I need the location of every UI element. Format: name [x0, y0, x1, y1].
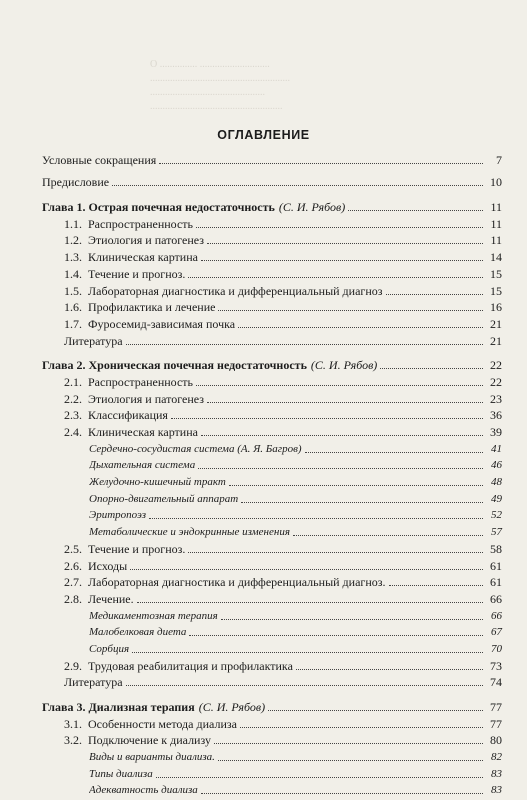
toc-entry[interactable]: [42, 714, 502, 731]
dot-leader: [207, 402, 483, 403]
toc-entry-title: [64, 425, 198, 439]
dot-leader: [201, 260, 483, 261]
toc-entry-title: [64, 559, 127, 573]
section-title: Течение и прогноз.: [88, 266, 186, 281]
dot-leader: [221, 619, 483, 620]
toc-entry[interactable]: [42, 214, 502, 231]
toc-entry-title: [89, 783, 198, 797]
toc-entry-title: [64, 592, 134, 606]
entry-text: Виды и варианты диализа.: [89, 751, 215, 764]
toc-entry[interactable]: [42, 422, 502, 439]
section-number: 1.6.: [64, 300, 82, 315]
dot-leader: [198, 468, 483, 469]
chapter-label: Глава 2.: [42, 358, 89, 373]
toc-entry[interactable]: [42, 489, 502, 506]
chapter-author: (С. И. Рябов): [310, 358, 378, 373]
section-title: Клиническая картина: [88, 250, 198, 265]
section-number: 3.2.: [64, 733, 82, 748]
section-title: Этиология и патогенез: [88, 391, 204, 406]
toc-entry-title: [64, 284, 383, 298]
toc-entry[interactable]: [42, 472, 502, 489]
dot-leader: [386, 294, 484, 295]
toc-entry-title: [89, 442, 302, 456]
section-title: Этиология и патогенез: [88, 233, 204, 248]
dot-leader: [305, 452, 483, 453]
section-number: 2.5.: [64, 541, 82, 556]
page-number: 82: [491, 751, 502, 764]
page-number: 83: [491, 767, 502, 780]
dot-leader: [196, 385, 483, 386]
dot-leader: [380, 368, 483, 369]
dot-leader: [240, 727, 483, 728]
page-number: 52: [491, 509, 502, 522]
page-number: 36: [490, 408, 502, 423]
toc-entry-title: [64, 542, 185, 556]
dot-leader: [149, 518, 483, 519]
page-number: 66: [490, 591, 502, 606]
toc-entry[interactable]: [42, 247, 502, 264]
toc-entry[interactable]: [42, 356, 502, 373]
chapter-title: Диализная терапия: [88, 700, 195, 714]
dot-leader: [229, 485, 483, 486]
page-number: 15: [490, 266, 502, 281]
page-title: ОГЛАВЛЕНИЕ: [217, 128, 310, 142]
page-number: 23: [490, 391, 502, 406]
dot-leader: [389, 585, 484, 586]
section-title: Трудовая реабилитация и профилактика: [88, 658, 293, 673]
section-number: 2.4.: [64, 425, 82, 439]
section-title: Течение и прогноз.: [88, 541, 186, 556]
page-number: 74: [490, 675, 502, 690]
dot-leader: [126, 685, 483, 686]
toc-entry[interactable]: [42, 389, 502, 406]
entry-text: Сорбция: [89, 642, 130, 655]
page-number: 70: [491, 642, 502, 655]
page-number: 58: [490, 541, 502, 556]
toc-entry[interactable]: [42, 456, 502, 473]
entry-text: Литература: [64, 675, 123, 690]
dot-leader: [238, 327, 483, 328]
page-number: 77: [490, 716, 502, 731]
entry-text: Дыхательная система: [89, 459, 196, 472]
page-number: 66: [491, 609, 502, 622]
dot-leader: [348, 210, 483, 211]
toc-entry[interactable]: [42, 314, 502, 331]
toc-entry-title: [89, 767, 153, 781]
dot-leader: [201, 793, 483, 794]
toc-entry-title: [64, 392, 204, 406]
toc-entry[interactable]: [42, 372, 502, 389]
page-number: 15: [490, 283, 502, 298]
dot-leader: [171, 418, 483, 419]
toc-entry-title: [64, 408, 168, 422]
toc-entry-title: [64, 733, 211, 747]
chapter-title: Острая почечная недостаточность: [88, 200, 275, 215]
toc-entry[interactable]: [42, 673, 502, 690]
chapter-title: Хроническая почечная недостаточность: [88, 358, 307, 373]
toc-entry[interactable]: [42, 606, 502, 623]
entry-text: Сердечно-сосудистая система (А. Я. Багров): [89, 442, 302, 455]
section-number: 1.3.: [64, 250, 82, 265]
toc-entry[interactable]: [42, 506, 502, 523]
dot-leader: [296, 669, 483, 670]
toc-entry[interactable]: [42, 731, 502, 748]
page-number: 67: [491, 626, 502, 639]
section-number: 1.5.: [64, 283, 82, 298]
show-through-text: О ............... ............................ ........................................................ .............................................. .....................................................: [150, 59, 290, 112]
page-number: 49: [491, 492, 502, 505]
page-number: 11: [490, 233, 502, 248]
page-number: 80: [490, 733, 502, 748]
toc-entry[interactable]: [42, 764, 502, 781]
toc-entry[interactable]: [42, 656, 502, 673]
dot-leader: [188, 552, 483, 553]
dot-leader: [112, 185, 483, 186]
dot-leader: [241, 502, 483, 503]
page-number: 39: [490, 425, 502, 439]
toc-entry-title: [42, 153, 156, 167]
toc-entry[interactable]: [42, 173, 502, 190]
table-of-contents: [42, 150, 502, 797]
toc-entry-title: [64, 334, 123, 348]
page-number: 48: [491, 476, 502, 489]
page-number: 57: [491, 526, 502, 539]
toc-entry-title: [89, 458, 195, 472]
dot-leader: [137, 602, 483, 603]
section-number: 2.1.: [64, 374, 82, 389]
page-number: 21: [490, 316, 502, 331]
toc-entry[interactable]: [42, 298, 502, 315]
dot-leader: [159, 163, 483, 164]
entry-text: Желудочно-кишечный тракт: [89, 476, 226, 489]
toc-entry[interactable]: [42, 264, 502, 281]
dot-leader: [201, 435, 483, 436]
toc-entry-title: [64, 217, 193, 231]
section-number: 2.9.: [64, 658, 82, 673]
entry-text: Адекватность диализа: [89, 784, 198, 797]
toc-entry-title: [42, 358, 377, 372]
entry-text: Предисловие: [42, 175, 110, 190]
page-number: 46: [491, 459, 502, 472]
section-number: 1.2.: [64, 233, 82, 248]
page-number: 11: [490, 216, 502, 231]
toc-entry-title: [64, 575, 386, 589]
page-number: 77: [490, 700, 502, 714]
section-number: 1.4.: [64, 266, 82, 281]
toc-entry[interactable]: [42, 781, 502, 798]
dot-leader: [218, 310, 483, 311]
entry-text: Литература: [64, 333, 123, 348]
page-number: 21: [490, 333, 502, 348]
toc-entry-title: [89, 475, 226, 489]
toc-entry-title: [89, 625, 186, 639]
toc-entry-title: [64, 233, 204, 247]
page-number: 41: [491, 442, 502, 455]
page-number: 83: [491, 784, 502, 797]
page-number: 10: [490, 175, 502, 190]
toc-entry-title: [64, 300, 215, 314]
dot-leader: [218, 760, 483, 761]
toc-entry[interactable]: [42, 747, 502, 764]
section-title: Распространенность: [88, 374, 194, 389]
dot-leader: [126, 344, 483, 345]
toc-entry-title: [89, 642, 129, 656]
entry-text: Метаболические и эндокринные изменения: [89, 526, 290, 539]
toc-entry-title: [64, 267, 185, 281]
toc-entry-title: [89, 609, 218, 623]
page-number: 7: [496, 152, 502, 167]
dot-leader: [188, 277, 483, 278]
toc-entry-title: [64, 659, 293, 673]
toc-entry[interactable]: [42, 623, 502, 640]
page-number: 22: [490, 358, 502, 373]
toc-entry-title: [64, 317, 235, 331]
chapter-label: Глава 1.: [42, 200, 89, 215]
section-title: Подключение к диализу: [88, 733, 211, 748]
section-title: Особенности метода диализа: [88, 716, 237, 731]
toc-entry[interactable]: [42, 197, 502, 214]
toc-entry[interactable]: [42, 439, 502, 456]
section-number: 2.8.: [64, 591, 82, 606]
section-number: 3.1.: [64, 716, 82, 731]
toc-entry-title: [89, 525, 290, 539]
chapter-label: Глава 3.: [42, 700, 89, 714]
section-number: 2.6.: [64, 558, 82, 573]
section-number: 2.7.: [64, 575, 82, 590]
toc-entry[interactable]: [42, 406, 502, 423]
toc-entry[interactable]: [42, 573, 502, 590]
toc-entry-title: [42, 700, 265, 714]
toc-entry-title: [42, 200, 345, 214]
section-number: 1.7.: [64, 316, 82, 331]
dot-leader: [268, 710, 483, 711]
entry-text: Эритропоэз: [89, 509, 146, 522]
chapter-author: (С. И. Рябов): [278, 200, 346, 215]
toc-entry[interactable]: [42, 522, 502, 539]
dot-leader: [156, 777, 483, 778]
section-number: 2.3.: [64, 408, 82, 423]
page-number: 61: [490, 558, 502, 573]
section-title: Классификация: [88, 408, 168, 423]
toc-entry-title: [89, 492, 238, 506]
page-number: 11: [490, 200, 502, 215]
section-number: 1.1.: [64, 216, 82, 231]
page-number: 22: [490, 374, 502, 389]
toc-entry-title: [89, 508, 146, 522]
page-number: 73: [490, 658, 502, 673]
toc-entry-title: [64, 717, 237, 731]
toc-entry[interactable]: [42, 281, 502, 298]
toc-entry-title: [42, 175, 109, 189]
entry-text: Опорно-двигательный аппарат: [89, 492, 239, 505]
entry-text: Типы диализа: [89, 767, 153, 780]
toc-entry[interactable]: [42, 639, 502, 656]
dot-leader: [293, 535, 483, 536]
chapter-author: (С. И. Рябов): [198, 700, 266, 714]
dot-leader: [132, 652, 483, 653]
section-title: Лабораторная диагностика и дифференциальный диагноз: [88, 283, 383, 298]
section-title: Исходы: [88, 558, 128, 573]
section-title: Лечение.: [88, 591, 134, 606]
section-title: Лабораторная диагностика и дифференциальный диагноз.: [88, 575, 386, 590]
dot-leader: [214, 743, 483, 744]
section-title: Клиническая картина: [88, 425, 198, 439]
page-number: 16: [490, 300, 502, 315]
toc-entry[interactable]: [42, 539, 502, 556]
entry-text: Малобелковая диета: [89, 626, 187, 639]
toc-entry[interactable]: [42, 556, 502, 573]
toc-entry[interactable]: [42, 331, 502, 348]
section-number: 2.2.: [64, 391, 82, 406]
dot-leader: [207, 243, 483, 244]
page-number: 61: [490, 575, 502, 590]
toc-entry[interactable]: [42, 589, 502, 606]
toc-entry[interactable]: [42, 231, 502, 248]
toc-entry-title: [89, 750, 215, 764]
page-number: 14: [490, 250, 502, 265]
toc-entry-title: [64, 250, 198, 264]
toc-entry[interactable]: [42, 697, 502, 714]
dot-leader: [189, 635, 483, 636]
dot-leader: [130, 569, 483, 570]
toc-entry[interactable]: [42, 150, 502, 167]
section-title: Профилактика и лечение: [88, 300, 216, 315]
toc-entry-title: [64, 375, 193, 389]
dot-leader: [196, 227, 483, 228]
section-title: Фуросемид-зависимая почка: [88, 316, 236, 331]
toc-entry-title: [64, 675, 123, 689]
entry-text: Медикаментозная терапия: [89, 609, 218, 622]
section-title: Распространенность: [88, 216, 194, 231]
entry-text: Условные сокращения: [42, 152, 157, 167]
